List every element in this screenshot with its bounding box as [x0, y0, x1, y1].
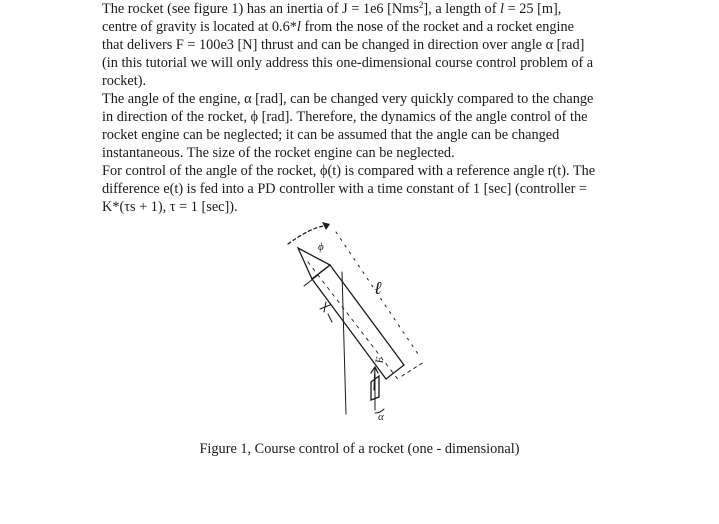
text-line: rocket). [102, 73, 147, 89]
paragraph-rocket-parameters [102, 0, 622, 90]
rocket-centerline [308, 262, 400, 382]
length-arrowhead [322, 222, 330, 230]
text-line: rocket engine can be neglected; it can be assumed that the angle can be changed [102, 127, 560, 143]
text-line: For control of the angle of the rocket, ϕ(t) is compared with a reference angle r(t). The [102, 163, 596, 179]
rocket-nose [298, 248, 330, 279]
text-line: K*(τs + 1), τ = 1 [sec]). [102, 199, 238, 215]
label-phi: ϕ [318, 241, 324, 253]
rocket-body [312, 265, 404, 379]
text-line: The rocket (see figure 1) has an inertia of J = 1e6 [Nms$^2$], a length of l = 25 [m], [102, 0, 562, 17]
figure-caption: Figure 1, Course control of a rocket (one - dimensional) [199, 441, 520, 457]
phi-reference-line [342, 272, 346, 414]
paragraph-engine-angle [102, 90, 622, 162]
text-line: in direction of the rocket, ϕ [rad]. Therefore, the dynamics of the angle control of the [102, 109, 588, 125]
rocket-diagram [258, 214, 448, 424]
text-line: that delivers F = 100e3 [N] thrust and can be changed in direction over angle α [rad] [102, 37, 585, 53]
text-line: (in this tutorial we will only address this one-dimensional course control problem of a [102, 55, 594, 71]
paragraph-controller [102, 162, 622, 216]
label-alpha: α [378, 411, 384, 423]
text-line: difference e(t) is fed into a PD controller with a time constant of 1 [sec] (controller = [102, 181, 587, 197]
label-length: ℓ [374, 278, 382, 298]
rocket-figure [258, 214, 448, 424]
text-line: The angle of the engine, α [rad], can be changed very quickly compared to the change [102, 91, 594, 107]
length-end-marker [402, 362, 424, 376]
label-force: F [373, 356, 387, 365]
text-line: instantaneous. The size of the rocket engine can be neglected. [102, 145, 455, 161]
text-line: centre of gravity is located at 0.6*l from the nose of the rocket and a rocket engine [102, 19, 575, 35]
